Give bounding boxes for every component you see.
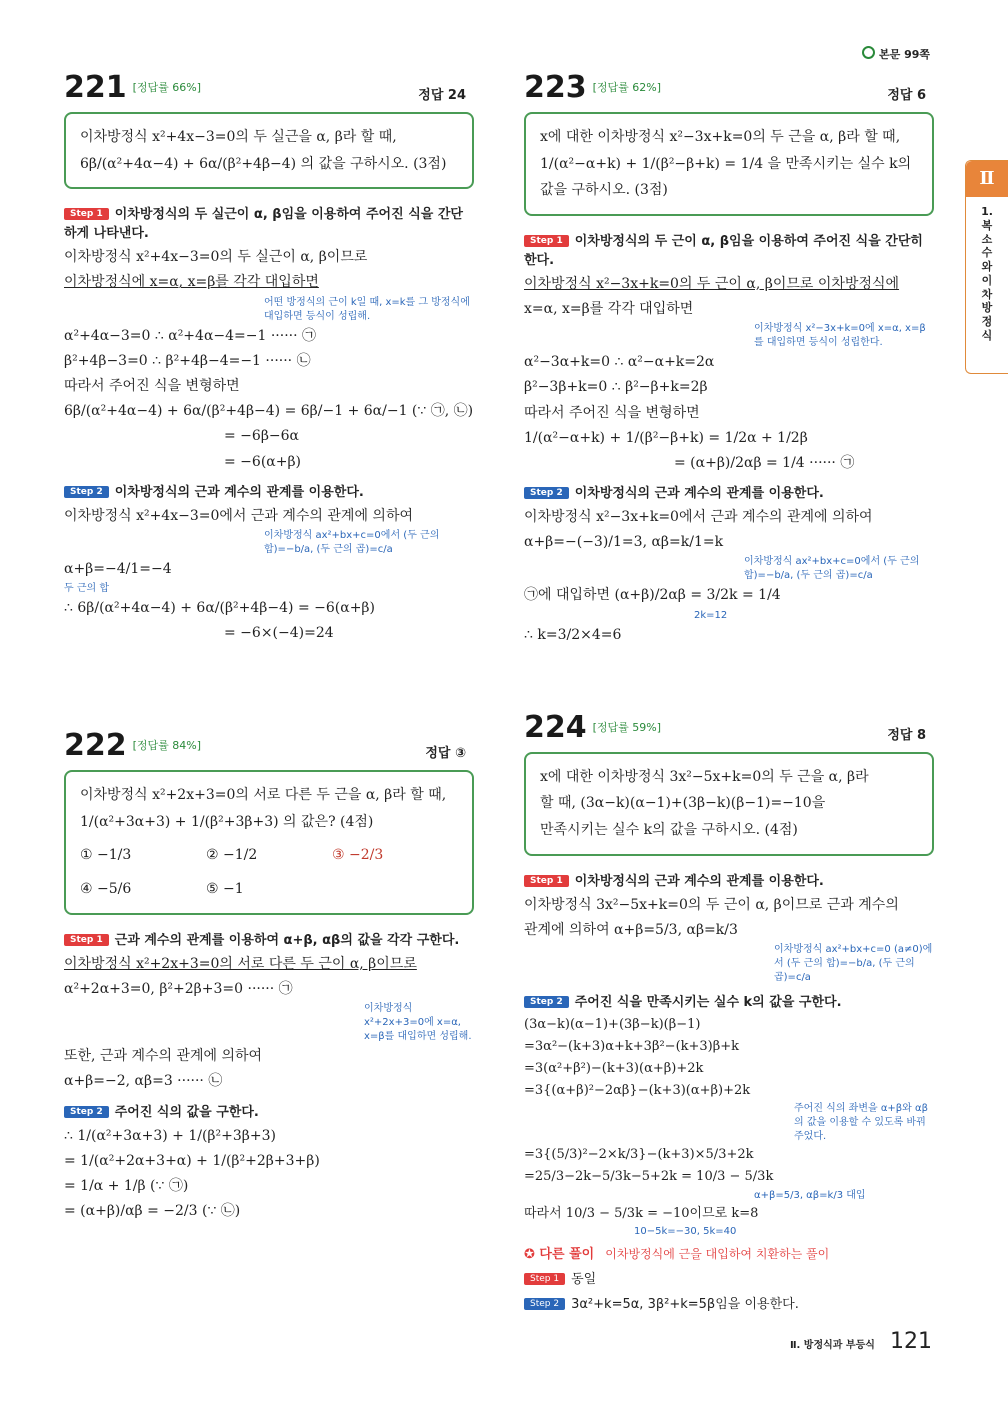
solution-222 <box>64 952 474 1095</box>
chapter-label: 1. 복소수와 이차방정식 <box>981 205 993 342</box>
solution-221 <box>64 245 474 475</box>
alt-step-2 <box>524 1293 934 1312</box>
problem-number: 224 <box>524 709 587 745</box>
step-badge: Step 2 <box>524 1298 565 1310</box>
solution-line: α+β=−2, αβ=3 ······ ㉡ <box>64 1073 223 1090</box>
alt-title: 다른 풀이 <box>539 1246 595 1262</box>
annotation: 주어진 식의 좌변을 α+β와 αβ의 값을 이용할 수 있도록 바꿔주었다. <box>794 1103 928 1143</box>
page-reference-text: 본문 99쪽 <box>878 48 930 61</box>
solution-224 <box>524 893 934 985</box>
question-line: 만족시키는 실수 k의 값을 구하시오. (4점) <box>540 822 798 839</box>
step-2 <box>524 991 934 1010</box>
solution-line: =3{(α+β)²−2αβ}−(k+3)(α+β)+2k <box>524 1083 751 1099</box>
footer-section: Ⅱ. 방정식과 부등식 <box>789 1340 875 1351</box>
step-2 <box>64 1101 474 1120</box>
annotation: 이차방정식 ax²+bx+c=0에서 (두 근의 합)=−b/a, (두 근의 곱)=c/a <box>744 556 920 582</box>
problem-222-box <box>64 770 474 914</box>
step-text: 주어진 식의 값을 구한다. <box>114 1104 259 1120</box>
step-badge: Step 1 <box>64 208 109 220</box>
problem-number: 223 <box>524 70 587 105</box>
solution-line: =3α²−(k+3)α+k+3β²−(k+3)β+k <box>524 1039 740 1055</box>
solution-line: 이차방정식 x²+2x+3=0의 서로 다른 두 근이 α, β이므로 <box>64 955 417 972</box>
solution-line: = −6β−6α <box>224 428 300 445</box>
option-5[interactable]: ⑤ −1 <box>206 881 244 898</box>
annotation: 어떤 방정식의 근이 k일 때, x=k를 그 방정식에 대입하면 등식이 성립해. <box>264 296 470 322</box>
step-text: 이차방정식의 근과 계수의 관계를 이용한다. <box>114 484 364 500</box>
problem-224-box <box>524 752 934 856</box>
problem-number: 222 <box>64 728 127 764</box>
solution-line: 이차방정식 x²+4x−3=0에서 근과 계수의 관계에 의하여 <box>64 507 413 524</box>
solution-line: 이차방정식 3x²−5x+k=0의 두 근이 α, β이므로 근과 계수의 <box>524 896 899 913</box>
problem-224-header <box>524 710 934 752</box>
annotation: α+β=5/3, αβ=k/3 대입 <box>754 1189 866 1201</box>
solution-line: α²+4α−3=0 ∴ α²+4α−4=−1 ······ ㉠ <box>64 327 317 344</box>
question-line: 1/(α²−α+k) + 1/(β²−β+k) = 1/4 을 만족시키는 실수 k의 값을 구하시오. (3점) <box>540 155 912 199</box>
answer-label: 정답 6 <box>887 88 926 103</box>
correct-rate: [정답률 84%] <box>132 739 202 753</box>
step-1 <box>524 870 934 889</box>
option-4[interactable]: ④ −5/6 <box>80 881 132 898</box>
solution-line: (3α−k)(α−1)+(3β−k)(β−1) <box>524 1017 701 1032</box>
problem-number: 221 <box>64 70 127 105</box>
solution-line: = −6(α+β) <box>224 453 302 470</box>
option-2[interactable]: ② −1/2 <box>206 846 258 863</box>
annotation: 두 근의 합 <box>64 583 109 595</box>
solution-line: 또한, 근과 계수의 관계에 의하여 <box>64 1048 263 1065</box>
answer-label: 정답 ③ <box>425 746 466 762</box>
right-column <box>524 70 934 1316</box>
step-badge: Step 2 <box>64 486 109 498</box>
page-number: 121 <box>890 1329 932 1354</box>
left-column <box>64 70 474 1224</box>
correct-rate: [정답률 59%] <box>592 720 662 734</box>
solution-line: α²−3α+k=0 ∴ α²−α+k=2α <box>524 354 715 371</box>
answer-options <box>80 842 458 903</box>
problem-222-header <box>64 728 474 770</box>
step-text: 근과 계수의 관계를 이용하여 α+β, αβ의 값을 각각 구한다. <box>114 932 460 948</box>
page-footer <box>790 1329 932 1354</box>
step-badge: Step 1 <box>524 235 569 247</box>
solution-line: =25/3−2k−5/3k−5+2k = 10/3 − 5/3k <box>524 1169 774 1185</box>
solution-222-step2 <box>64 1124 474 1225</box>
chapter-tab <box>965 160 1008 374</box>
solution-line: β²−3β+k=0 ∴ β²−β+k=2β <box>524 379 708 396</box>
solution-line: 1/(α²−α+k) + 1/(β²−β+k) = 1/2α + 1/2β <box>524 429 808 446</box>
step-badge: Step 1 <box>524 1273 565 1285</box>
problem-221-box <box>64 112 474 189</box>
answer-label: 정답 24 <box>418 88 466 103</box>
problem-223-header <box>524 70 934 112</box>
solution-223-step2 <box>524 505 934 648</box>
step-badge: Step 2 <box>524 996 569 1008</box>
correct-rate: [정답률 62%] <box>592 81 662 94</box>
solution-line: 따라서 주어진 식을 변형하면 <box>524 404 700 421</box>
alternative-solution <box>524 1243 934 1262</box>
step-2 <box>64 481 474 500</box>
alt-description: 이차방정식에 근을 대입하여 치환하는 풀이 <box>605 1246 830 1261</box>
question-line: 이차방정식 x²+4x−3=0의 두 실근을 α, β라 할 때, <box>80 129 397 145</box>
solution-line: α²+2α+3=0, β²+2β+3=0 ······ ㉠ <box>64 981 293 997</box>
step-text: 주어진 식을 만족시키는 실수 k의 값을 구한다. <box>574 995 842 1010</box>
alt-step-1 <box>524 1268 934 1287</box>
step-text: 동일 <box>571 1271 597 1287</box>
star-icon: ✪ <box>524 1246 540 1262</box>
solution-line: =3(α²+β²)−(k+3)(α+β)+2k <box>524 1061 704 1077</box>
step-badge: Step 1 <box>64 934 109 946</box>
page-reference <box>862 46 930 62</box>
solution-line: = −6×(−4)=24 <box>224 625 334 642</box>
solution-line: 6β/(α²+4α−4) + 6α/(β²+4β−4) = 6β/−1 + 6α/−1 (∵ ㉠, ㉡) <box>64 403 474 420</box>
solution-line: = (α+β)/2αβ = 1/4 ······ ㉠ <box>674 454 855 471</box>
solution-line: 따라서 주어진 식을 변형하면 <box>64 377 240 394</box>
annotation: 이차방정식 ax²+bx+c=0 (a≠0)에서 (두 근의 합)=−b/a, (두 근의 곱)=c/a <box>774 944 933 983</box>
step-badge: Step 2 <box>64 1106 109 1118</box>
step-1 <box>524 230 934 268</box>
solution-line: 관계에 의하여 α+β=5/3, αβ=k/3 <box>524 921 738 938</box>
question-line: 할 때, (3α−k)(α−1)+(3β−k)(β−1)=−10을 <box>540 795 826 812</box>
step-text: 이차방정식의 근과 계수의 관계를 이용한다. <box>574 486 824 502</box>
step-text: 이차방정식의 두 실근이 α, β임을 이용하여 주어진 식을 간단하게 나타낸다. <box>64 207 463 242</box>
question-line: 이차방정식 x²+2x+3=0의 서로 다른 두 근을 α, β라 할 때, <box>80 787 447 804</box>
solution-221-step2 <box>64 504 474 647</box>
correct-rate: [정답률 66%] <box>132 81 202 94</box>
option-3[interactable]: ③ −2/3 <box>332 846 384 863</box>
step-text: 3α²+k=5α, 3β²+k=5β임을 이용한다. <box>571 1296 799 1312</box>
solution-line: β²+4β−3=0 ∴ β²+4β−4=−1 ······ ㉡ <box>64 352 311 369</box>
solution-line: 따라서 10/3 − 5/3k = −10이므로 k=8 <box>524 1205 759 1221</box>
step-text: 이차방정식의 두 근이 α, β임을 이용하여 주어진 식을 간단히 한다. <box>524 233 923 268</box>
step-text: 이차방정식의 근과 계수의 관계를 이용한다. <box>574 873 824 889</box>
solution-line: = 1/α + 1/β (∵ ㉠) <box>64 1177 189 1194</box>
step-1 <box>64 929 474 948</box>
answer-label: 정답 8 <box>887 727 926 743</box>
question-line: 6β/(α²+4α−4) + 6α/(β²+4β−4) 의 값을 구하시오. (3점) <box>80 155 447 172</box>
annotation: 이차방정식 ax²+bx+c=0에서 (두 근의 합)=−b/a, (두 근의 곱)=c/a <box>264 529 440 555</box>
annotation: 10−5k=−30, 5k=40 <box>634 1225 737 1237</box>
solution-line: x=α, x=β를 각각 대입하면 <box>524 300 694 317</box>
option-1[interactable]: ① −1/3 <box>80 846 132 863</box>
solution-line: ㉠에 대입하면 (α+β)/2αβ = 3/2k = 1/4 <box>524 587 781 604</box>
annotation: 2k=12 <box>694 609 728 621</box>
solution-223 <box>524 272 934 476</box>
solution-224-step2 <box>524 1014 934 1239</box>
solution-line: = 1/(α²+2α+3+α) + 1/(β²+2β+3+β) <box>64 1152 320 1169</box>
chapter-roman: Ⅱ <box>966 161 1008 197</box>
question-line: x에 대한 이차방정식 x²−3x+k=0의 두 근을 α, β라 할 때, <box>540 129 901 145</box>
solution-line: = (α+β)/αβ = −2/3 (∵ ㉡) <box>64 1203 241 1220</box>
solution-line: ∴ 6β/(α²+4α−4) + 6α/(β²+4β−4) = −6(α+β) <box>64 600 375 617</box>
problem-221-header <box>64 70 474 112</box>
step-1 <box>64 203 474 241</box>
solution-line: 이차방정식 x²+4x−3=0의 두 실근이 α, β이므로 <box>64 249 368 266</box>
circle-icon <box>862 46 875 59</box>
solution-line: =3{(5/3)²−2×k/3}−(k+3)×5/3+2k <box>524 1147 754 1163</box>
solution-line: α+β=−(−3)/1=3, αβ=k/1=k <box>524 534 724 551</box>
solution-line: ∴ k=3/2×4=6 <box>524 626 622 643</box>
solution-line: 이차방정식 x²−3x+k=0에서 근과 계수의 관계에 의하여 <box>524 509 873 526</box>
question-line: 1/(α²+3α+3) + 1/(β²+3β+3) 의 값은? (4점) <box>80 814 374 831</box>
solution-line: 이차방정식 x²−3x+k=0의 두 근이 α, β이므로 이차방정식에 <box>524 275 900 292</box>
annotation: 이차방정식 x²−3x+k=0에 x=α, x=β를 대입하면 등식이 성립한다. <box>754 323 926 349</box>
annotation: 이차방정식 x²+2x+3=0에 x=α, x=β를 대입하면 성립해. <box>364 1003 472 1043</box>
step-badge: Step 2 <box>524 487 569 499</box>
problem-223-box <box>524 112 934 216</box>
question-line: x에 대한 이차방정식 3x²−5x+k=0의 두 근을 α, β라 <box>540 768 869 785</box>
solution-line: α+β=−4/1=−4 <box>64 560 172 577</box>
solution-line: ∴ 1/(α²+3α+3) + 1/(β²+3β+3) <box>64 1127 276 1144</box>
step-2 <box>524 482 934 501</box>
solution-line: 이차방정식에 x=α, x=β를 각각 대입하면 <box>64 274 319 291</box>
step-badge: Step 1 <box>524 875 569 887</box>
